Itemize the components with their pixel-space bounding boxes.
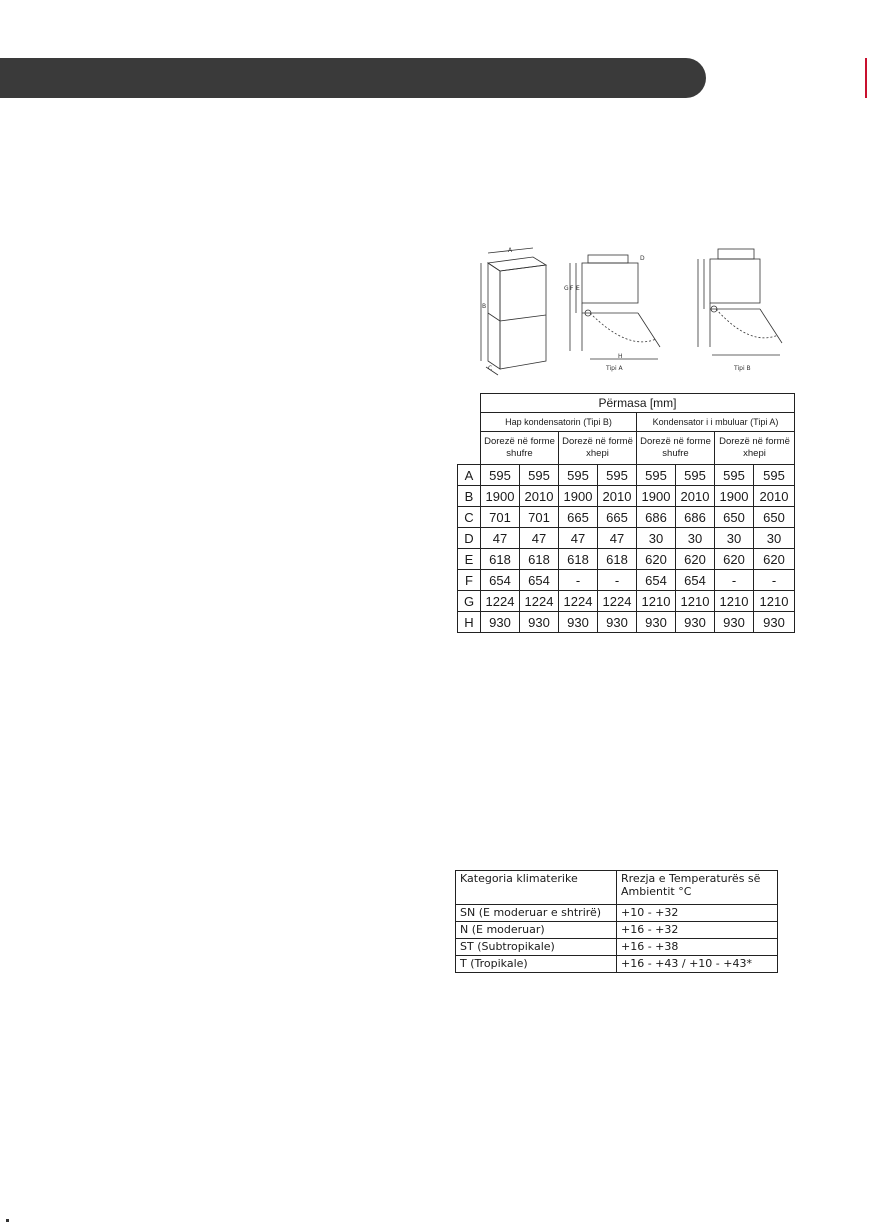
row-label: G xyxy=(458,591,481,612)
table-row xyxy=(458,612,795,633)
table-row xyxy=(456,956,778,973)
table-cell: 620 xyxy=(637,549,676,570)
table-cell: 930 xyxy=(715,612,754,633)
group-header-type-b: Hap kondensatorin (Tipi B) xyxy=(481,413,637,432)
table-cell: 650 xyxy=(754,507,795,528)
table-row xyxy=(458,549,795,570)
diagram-label-tipi-b: Tipi B xyxy=(734,365,751,372)
sub-header: Dorezë në formë xhepi xyxy=(715,432,795,465)
diagram-label-b: B xyxy=(482,303,487,310)
climate-category: T (Tropikale) xyxy=(456,956,617,973)
climate-category: SN (E moderuar e shtrirë) xyxy=(456,905,617,922)
table-cell: 618 xyxy=(520,549,559,570)
table-cell: 930 xyxy=(481,612,520,633)
dimensions-body xyxy=(458,465,795,633)
table-cell: 595 xyxy=(715,465,754,486)
row-label: E xyxy=(458,549,481,570)
table-cell: 930 xyxy=(637,612,676,633)
climate-category: ST (Subtropikale) xyxy=(456,939,617,956)
table-cell: 620 xyxy=(754,549,795,570)
table-cell: - xyxy=(598,570,637,591)
table-row xyxy=(458,486,795,507)
table-cell: - xyxy=(715,570,754,591)
table-cell: 47 xyxy=(481,528,520,549)
table-cell: 654 xyxy=(481,570,520,591)
climate-body xyxy=(456,905,778,973)
climate-table xyxy=(455,870,778,973)
table-cell: 1900 xyxy=(637,486,676,507)
table-cell: 595 xyxy=(637,465,676,486)
table-row xyxy=(458,591,795,612)
table-cell: 701 xyxy=(481,507,520,528)
row-label: B xyxy=(458,486,481,507)
table-cell: - xyxy=(559,570,598,591)
sub-header: Dorezë në forme shufre xyxy=(637,432,715,465)
table-cell: - xyxy=(754,570,795,591)
table-row xyxy=(458,528,795,549)
climate-category: N (E moderuar) xyxy=(456,922,617,939)
diagram-drawing xyxy=(478,243,800,377)
diagram-label-g: G xyxy=(564,285,569,292)
climate-range: +16 - +38 xyxy=(617,939,778,956)
diagram-label-f: F xyxy=(570,285,574,292)
table-row xyxy=(456,922,778,939)
table-cell: 618 xyxy=(559,549,598,570)
table-cell: 1224 xyxy=(481,591,520,612)
row-label: C xyxy=(458,507,481,528)
table-cell: 1210 xyxy=(754,591,795,612)
diagram-label-c: C xyxy=(488,365,493,372)
row-label: A xyxy=(458,465,481,486)
dimension-diagram xyxy=(478,243,800,377)
row-label: H xyxy=(458,612,481,633)
table-cell: 650 xyxy=(715,507,754,528)
diagram-label-h: H xyxy=(618,353,623,360)
table-cell: 701 xyxy=(520,507,559,528)
table-row xyxy=(458,507,795,528)
row-label: D xyxy=(458,528,481,549)
climate-header-range: Rrezja e Temperaturës së Ambientit °C xyxy=(617,871,778,905)
table-cell: 1210 xyxy=(715,591,754,612)
table-cell: 665 xyxy=(598,507,637,528)
table-row xyxy=(456,939,778,956)
diagram-label-d: D xyxy=(640,255,645,262)
table-cell: 1210 xyxy=(637,591,676,612)
table-cell: 2010 xyxy=(754,486,795,507)
table-cell: 30 xyxy=(676,528,715,549)
table-cell: 618 xyxy=(598,549,637,570)
diagram-label-tipi-a: Tipi A xyxy=(606,365,623,372)
table-row xyxy=(458,465,795,486)
table-cell: 654 xyxy=(676,570,715,591)
table-cell: 620 xyxy=(715,549,754,570)
dimensions-title: Përmasa [mm] xyxy=(481,394,795,413)
table-cell: 1224 xyxy=(598,591,637,612)
table-cell: 2010 xyxy=(520,486,559,507)
page-mark xyxy=(6,1219,9,1222)
dimensions-table xyxy=(457,393,795,633)
table-cell: 595 xyxy=(559,465,598,486)
table-cell: 595 xyxy=(481,465,520,486)
table-cell: 618 xyxy=(481,549,520,570)
table-cell: 1900 xyxy=(715,486,754,507)
table-cell: 686 xyxy=(676,507,715,528)
sub-header: Dorezë në forme shufre xyxy=(481,432,559,465)
table-cell: 930 xyxy=(676,612,715,633)
table-cell: 654 xyxy=(637,570,676,591)
table-cell: 620 xyxy=(676,549,715,570)
table-cell: 47 xyxy=(559,528,598,549)
corner-mark xyxy=(865,58,867,98)
diagram-label-a: A xyxy=(508,247,513,254)
climate-header-category: Kategoria klimaterike xyxy=(456,871,617,905)
header-bar xyxy=(0,58,706,98)
table-cell: 2010 xyxy=(598,486,637,507)
climate-range: +16 - +43 / +10 - +43* xyxy=(617,956,778,973)
table-cell: 595 xyxy=(520,465,559,486)
table-cell: 930 xyxy=(754,612,795,633)
table-cell: 686 xyxy=(637,507,676,528)
table-cell: 930 xyxy=(598,612,637,633)
table-cell: 1900 xyxy=(481,486,520,507)
table-cell: 1224 xyxy=(559,591,598,612)
table-cell: 595 xyxy=(676,465,715,486)
table-cell: 30 xyxy=(754,528,795,549)
table-cell: 1210 xyxy=(676,591,715,612)
table-cell: 654 xyxy=(520,570,559,591)
table-cell: 595 xyxy=(754,465,795,486)
group-header-type-a: Kondensator i i mbuluar (Tipi A) xyxy=(637,413,795,432)
sub-header: Dorezë në formë xhepi xyxy=(559,432,637,465)
table-cell: 930 xyxy=(520,612,559,633)
table-cell: 930 xyxy=(559,612,598,633)
table-cell: 2010 xyxy=(676,486,715,507)
table-cell: 595 xyxy=(598,465,637,486)
climate-range: +10 - +32 xyxy=(617,905,778,922)
table-cell: 30 xyxy=(637,528,676,549)
table-row xyxy=(458,570,795,591)
diagram-label-e: E xyxy=(576,285,580,292)
table-cell: 47 xyxy=(598,528,637,549)
table-cell: 47 xyxy=(520,528,559,549)
climate-range: +16 - +32 xyxy=(617,922,778,939)
table-cell: 1224 xyxy=(520,591,559,612)
row-label: F xyxy=(458,570,481,591)
table-cell: 1900 xyxy=(559,486,598,507)
table-cell: 30 xyxy=(715,528,754,549)
table-row xyxy=(456,905,778,922)
table-cell: 665 xyxy=(559,507,598,528)
